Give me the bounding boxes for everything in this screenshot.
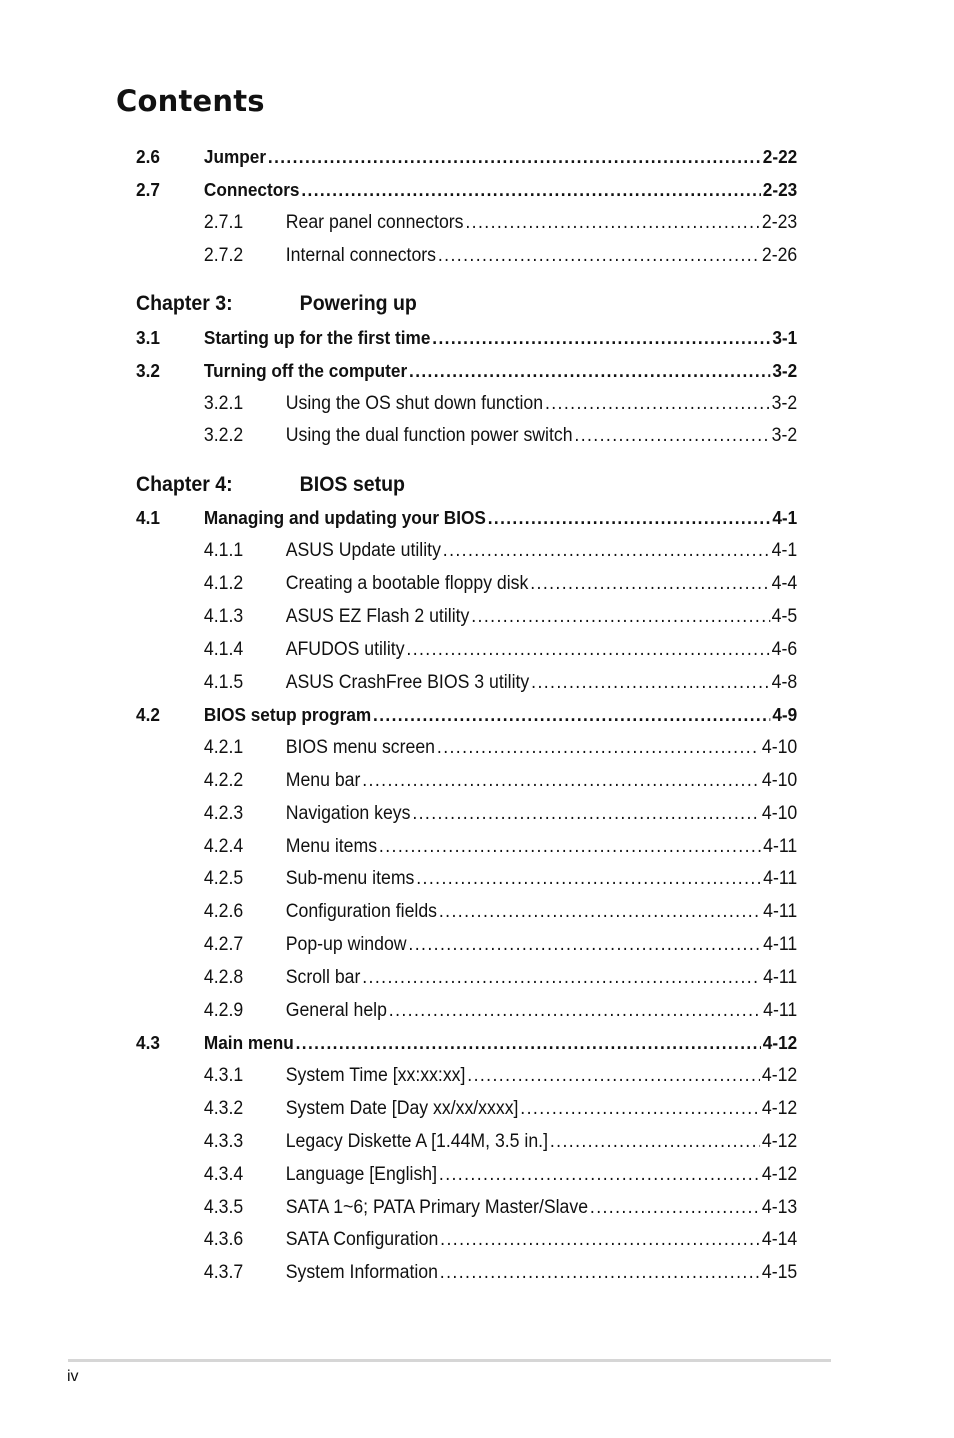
toc-page: 4-12: [761, 1065, 798, 1086]
toc-entry-4-3-4[interactable]: [136, 1163, 797, 1187]
toc-entry-4-2-6[interactable]: [136, 900, 797, 924]
toc-title: Using the OS shut down function: [285, 393, 544, 414]
toc-number: 4.3.1: [203, 1065, 244, 1086]
leader-dots: [488, 506, 771, 530]
leader-dots: [412, 802, 760, 826]
toc-page: 4-11: [763, 934, 798, 955]
toc-title: Starting up for the first time: [203, 327, 431, 348]
toc-page: 4-1: [772, 507, 798, 528]
toc-number: 3.1: [136, 327, 160, 348]
chapter-label: Chapter 4:: [136, 473, 233, 496]
toc-title: Configuration fields: [285, 901, 438, 922]
leader-dots: [530, 572, 770, 596]
toc-page: 2-22: [762, 146, 798, 167]
leader-dots: [409, 359, 770, 383]
toc-title: AFUDOS utility: [285, 639, 405, 660]
toc-number: 4.2.8: [203, 967, 244, 988]
toc-page: 3-2: [772, 360, 798, 381]
toc-entry-2-6[interactable]: [136, 145, 797, 169]
leader-dots: [574, 424, 769, 448]
toc-entry-4-2-9[interactable]: [136, 999, 797, 1023]
toc-entry-4-3[interactable]: [136, 1031, 797, 1055]
toc-number: 4.1.3: [203, 606, 244, 627]
toc-page: 2-23: [761, 212, 798, 233]
toc-entry-4-2-7[interactable]: [136, 933, 797, 957]
toc-title: Turning off the computer: [203, 360, 408, 381]
toc-entry-4-1-3[interactable]: [136, 605, 797, 629]
toc-entry-4-2-5[interactable]: [136, 867, 797, 891]
toc-title: Using the dual function power switch: [285, 425, 573, 446]
leader-dots: [440, 1228, 760, 1252]
toc-entry-3-2[interactable]: [136, 359, 797, 383]
leader-dots: [438, 244, 760, 268]
toc-number: 4.3: [136, 1032, 160, 1053]
toc-number: 4.2: [136, 704, 160, 725]
toc-page: 3-2: [771, 425, 798, 446]
leader-dots: [268, 145, 761, 169]
leader-dots: [439, 1163, 760, 1187]
toc-page: 4-6: [771, 639, 798, 660]
toc-title: BIOS menu screen: [285, 737, 436, 758]
leader-dots: [443, 539, 770, 563]
toc-entry-2-7-2[interactable]: [136, 244, 797, 268]
toc-entry-4-1-2[interactable]: [136, 572, 797, 596]
toc-page: 3-1: [772, 327, 798, 348]
leader-dots: [520, 1097, 760, 1121]
toc-entry-3-2-1[interactable]: [136, 392, 797, 416]
chapter-title: BIOS setup: [299, 473, 405, 496]
toc-page: 4-4: [771, 573, 798, 594]
toc-number: 4.2.9: [203, 1000, 244, 1021]
leader-dots: [408, 933, 761, 957]
toc-title: Menu items: [285, 836, 378, 857]
toc-page: 4-5: [771, 606, 798, 627]
chapter-4-heading: [136, 471, 405, 499]
toc-number: 4.2.3: [203, 803, 244, 824]
leader-dots: [362, 769, 760, 793]
toc-number: 4.3.2: [203, 1098, 244, 1119]
toc-title: General help: [285, 1000, 387, 1021]
toc-number: 2.7: [136, 179, 160, 200]
leader-dots: [301, 178, 761, 202]
toc-number: 4.2.6: [203, 901, 244, 922]
leader-dots: [550, 1130, 760, 1154]
toc-entry-4-1-4[interactable]: [136, 638, 797, 662]
toc-page: 4-8: [771, 672, 798, 693]
toc-title: SATA 1~6; PATA Primary Master/Slave: [285, 1197, 589, 1218]
toc-number: 4.1.4: [203, 639, 244, 660]
leader-dots: [296, 1031, 761, 1055]
toc-number: 4.1.1: [203, 540, 244, 561]
toc-number: 4.3.3: [203, 1131, 244, 1152]
toc-entry-4-1-1[interactable]: [136, 539, 797, 563]
toc-page: 4-12: [762, 1032, 798, 1053]
toc-number: 4.1.5: [203, 672, 244, 693]
toc-title: SATA Configuration: [285, 1229, 439, 1250]
toc-number: 3.2.1: [203, 393, 244, 414]
toc-number: 2.7.1: [203, 212, 244, 233]
leader-dots: [432, 326, 770, 350]
leader-dots: [467, 1064, 760, 1088]
toc-number: 4.2.7: [203, 934, 244, 955]
toc-page: 2-26: [761, 245, 798, 266]
toc-title: Navigation keys: [285, 803, 411, 824]
toc-title: ASUS CrashFree BIOS 3 utility: [285, 672, 530, 693]
toc-page: 4-14: [761, 1229, 798, 1250]
toc-entry-4-3-1[interactable]: [136, 1064, 797, 1088]
toc-page: 4-11: [763, 836, 798, 857]
toc-title: System Date [Day xx/xx/xxxx]: [285, 1098, 519, 1119]
leader-dots: [437, 736, 760, 760]
toc-page: 4-10: [761, 737, 798, 758]
toc-title: System Information: [285, 1262, 438, 1283]
toc-entry-3-2-2[interactable]: [136, 424, 797, 448]
toc-entry-4-3-3[interactable]: [136, 1130, 797, 1154]
toc-number: 4.3.6: [203, 1229, 244, 1250]
toc-title: Language [English]: [285, 1164, 438, 1185]
leader-dots: [531, 671, 770, 695]
leader-dots: [373, 703, 770, 727]
toc-number: 2.6: [136, 146, 160, 167]
toc-entry-4-3-2[interactable]: [136, 1097, 797, 1121]
toc-title: System Time [xx:xx:xx]: [285, 1065, 466, 1086]
toc-number: 4.3.4: [203, 1164, 244, 1185]
toc-number: 4.3.5: [203, 1197, 244, 1218]
leader-dots: [545, 392, 770, 416]
footer-divider: [68, 1359, 831, 1362]
toc-number: 4.1.2: [203, 573, 244, 594]
toc-entry-4-2-4[interactable]: [136, 835, 797, 859]
toc-title: Main menu: [203, 1032, 294, 1053]
toc-entry-4-2-2[interactable]: [136, 769, 797, 793]
toc-page: 4-15: [761, 1262, 798, 1283]
toc-number: 4.3.7: [203, 1262, 244, 1283]
leader-dots: [471, 605, 770, 629]
toc-title: Sub-menu items: [285, 868, 415, 889]
toc-title: Connectors: [203, 179, 300, 200]
toc-title: Managing and updating your BIOS: [203, 507, 486, 528]
toc-title: Internal connectors: [285, 245, 437, 266]
toc-entry-2-7-1[interactable]: [136, 211, 797, 235]
toc-entry-4-3-5[interactable]: [136, 1196, 797, 1220]
toc-title: Pop-up window: [285, 934, 407, 955]
toc-entry-4-3-7[interactable]: [136, 1261, 797, 1285]
toc-entry-4-2-8[interactable]: [136, 966, 797, 990]
toc-number: 4.2.5: [203, 868, 244, 889]
toc-title: Menu bar: [285, 770, 361, 791]
toc-entry-4-2-3[interactable]: [136, 802, 797, 826]
toc-number: 2.7.2: [203, 245, 244, 266]
toc-title: Jumper: [203, 146, 267, 167]
page-number: iv: [67, 1368, 79, 1385]
toc-page: 4-11: [763, 868, 798, 889]
leader-dots: [362, 966, 761, 990]
toc-page: 4-12: [761, 1131, 798, 1152]
toc-title: ASUS Update utility: [285, 540, 441, 561]
toc-number: 4.1: [136, 507, 160, 528]
toc-page: 3-2: [771, 393, 798, 414]
toc-entry-4-2[interactable]: [136, 703, 797, 727]
toc-page: 4-12: [761, 1164, 798, 1185]
toc-page: 4-11: [763, 901, 798, 922]
toc-number: 4.2.1: [203, 737, 244, 758]
leader-dots: [590, 1196, 760, 1220]
chapter-label: Chapter 3:: [136, 292, 233, 315]
leader-dots: [379, 835, 761, 859]
leader-dots: [440, 1261, 760, 1285]
toc-page: 4-1: [771, 540, 798, 561]
toc-entry-4-1-5[interactable]: [136, 671, 797, 695]
toc-title: Scroll bar: [285, 967, 361, 988]
toc-page: 4-11: [763, 967, 798, 988]
toc-entry-2-7[interactable]: [136, 178, 797, 202]
chapter-3-heading: [136, 290, 417, 318]
toc-page: 4-13: [761, 1197, 798, 1218]
toc-page: 2-23: [762, 179, 798, 200]
toc-number: 3.2.2: [203, 425, 244, 446]
chapter-title: Powering up: [299, 292, 417, 315]
toc-title: Creating a bootable floppy disk: [285, 573, 529, 594]
toc-page: 4-11: [763, 1000, 798, 1021]
toc-page: 4-10: [761, 803, 798, 824]
toc-entry-3-1[interactable]: [136, 326, 797, 350]
toc-entry-4-2-1[interactable]: [136, 736, 797, 760]
leader-dots: [406, 638, 769, 662]
toc-page: 4-10: [761, 770, 798, 791]
toc-entry-4-1[interactable]: [136, 506, 797, 530]
leader-dots: [416, 867, 761, 891]
toc-page: 4-9: [772, 704, 798, 725]
toc-number: 4.2.2: [203, 770, 244, 791]
toc-entry-4-3-6[interactable]: [136, 1228, 797, 1252]
leader-dots: [439, 900, 761, 924]
toc-number: 3.2: [136, 360, 160, 381]
page-title: Contents: [116, 84, 265, 118]
toc-page: 4-12: [761, 1098, 798, 1119]
toc-title: Rear panel connectors: [285, 212, 464, 233]
toc-title: Legacy Diskette A [1.44M, 3.5 in.]: [285, 1131, 548, 1152]
toc-number: 4.2.4: [203, 836, 244, 857]
toc-title: ASUS EZ Flash 2 utility: [285, 606, 470, 627]
leader-dots: [389, 999, 762, 1023]
toc-title: BIOS setup program: [203, 704, 372, 725]
leader-dots: [465, 211, 760, 235]
